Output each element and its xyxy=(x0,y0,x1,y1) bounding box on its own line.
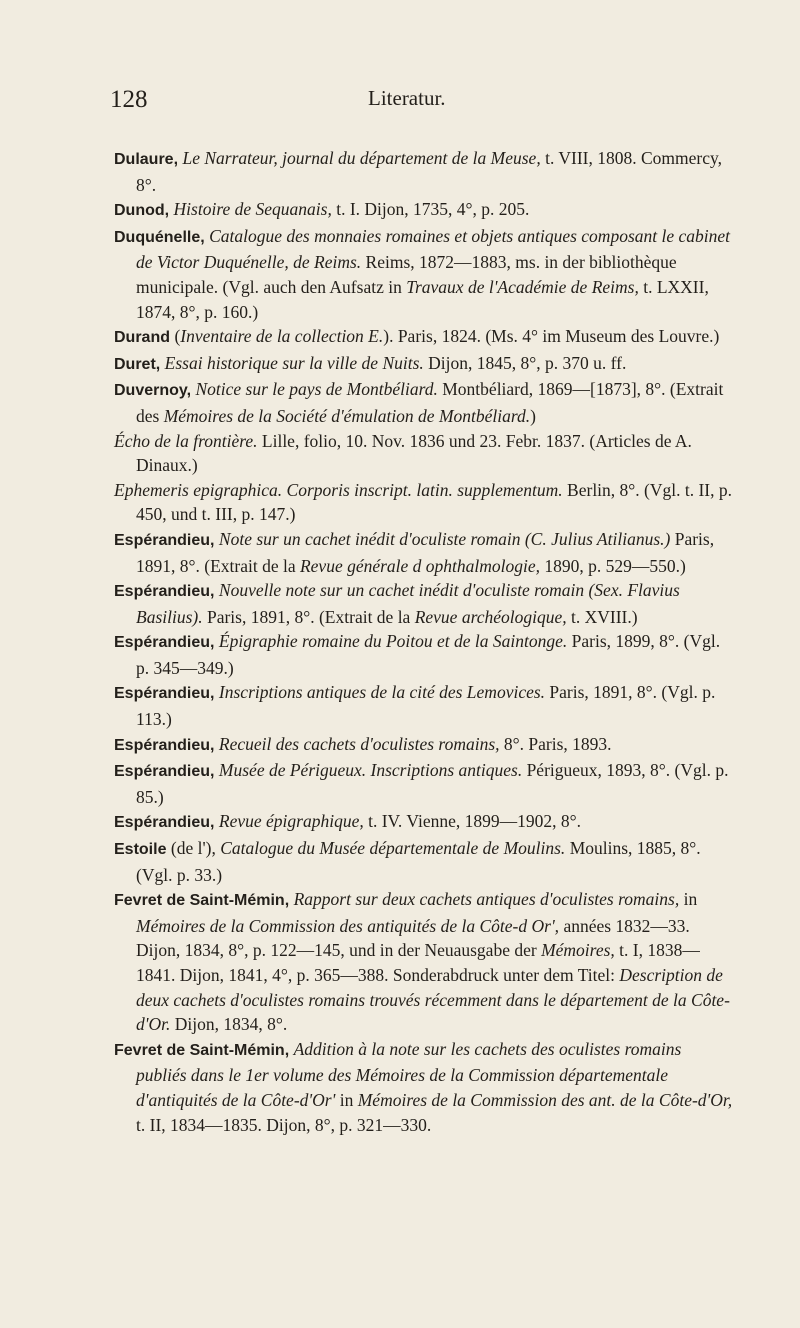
bibliography-entry xyxy=(114,1037,734,1137)
entry-title: Revue épigraphique, xyxy=(218,811,364,832)
entry-text: Paris, 1899, 8°. (Vgl. p. 345—349.) xyxy=(136,631,721,678)
bibliography-entry xyxy=(114,429,734,478)
entry-author: Espérandieu, xyxy=(114,736,219,754)
entry-title: Travaux de l'Académie de Reims, xyxy=(406,276,639,297)
entry-author: Espérandieu, xyxy=(114,583,219,601)
entry-text: Dijon, 1834, 8°. xyxy=(170,1014,288,1035)
entry-text: in xyxy=(679,889,698,910)
entry-title: Inscriptions antiques de la cité des Lemovices. xyxy=(218,682,546,703)
entry-text: Périgueux, 1893, 8°. (Vgl. p. 85.) xyxy=(136,760,729,807)
entry-author: Durand xyxy=(114,329,175,347)
entry-author: Espérandieu, xyxy=(114,531,219,549)
bibliography-entry xyxy=(114,629,734,680)
entry-title: Écho de la frontière. xyxy=(114,430,258,451)
entry-text: années 1832—33. Dijon, 1834, 8°, p. 122—145, und in der Neuausgabe der xyxy=(136,915,690,961)
bibliography-entry xyxy=(114,324,734,351)
bibliography-entry xyxy=(114,680,734,731)
entry-title: Ephemeris epigraphica. Corporis inscript. latin. supplementum. xyxy=(114,479,563,500)
entry-text: Montbéliard, 1869—[1873], 8°. (Extrait des xyxy=(136,379,724,426)
entry-title: Nouvelle note sur un cachet inédit d'oculiste romain (Sex. Flavius Basilius). xyxy=(136,580,680,627)
entry-text: Paris, 1891, 8°. (Vgl. p. 113.) xyxy=(136,682,716,730)
running-header xyxy=(0,86,800,116)
bibliography-entry xyxy=(114,527,734,578)
entry-text: Paris, 1891, 8°. (Extrait de la xyxy=(202,606,415,627)
entry-text: Berlin, 8°. (Vgl. t. II, p. 450, und t. III, p. 147.) xyxy=(136,479,733,525)
bibliography-entry xyxy=(114,758,734,809)
entry-title: Musée de Périgueux. Inscriptions antiques. xyxy=(218,760,523,781)
entry-author: Espérandieu, xyxy=(114,814,219,832)
entry-text: ) xyxy=(530,405,536,426)
entry-text: in xyxy=(335,1089,358,1110)
entry-author: Estoile xyxy=(114,841,171,859)
entry-title: Catalogue du Musée départementale de Moulins. xyxy=(220,838,566,859)
entry-text: 8°. Paris, 1893. xyxy=(499,733,612,754)
entry-text: Paris, 1891, 8°. (Extrait de la xyxy=(136,528,715,576)
entry-title: Le Narrateur, journal du département de la Meuse, xyxy=(182,148,541,168)
entry-text: (de l'), xyxy=(170,838,221,859)
entry-author: Dulaure, xyxy=(114,151,183,168)
entry-text: t. I. Dijon, 1735, 4°, p. 205. xyxy=(331,199,530,220)
bibliography-entry xyxy=(114,578,734,629)
entry-text: Reims, 1872—1883, ms. in der bibliothèque municipale. (Vgl. auch den Aufsatz in xyxy=(136,252,677,297)
entry-author: Duvernoy, xyxy=(114,382,196,400)
bibliography-entry xyxy=(114,732,734,759)
entry-author: Duret, xyxy=(114,355,165,373)
entry-text: Moulins, 1885, 8°. (Vgl. p. 33.) xyxy=(136,838,701,885)
entry-title: Catalogue des monnaies romaines et objets antiques composant le cabinet de Victor Duquénelle, de Reims. xyxy=(136,225,731,273)
entry-title: Note sur un cachet inédit d'oculiste romain (C. Julius Atilianus.) xyxy=(218,528,671,549)
entry-author: Duquénelle, xyxy=(114,228,210,246)
entry-author: Dunod, xyxy=(114,202,174,220)
entry-text: 1890, p. 529—550.) xyxy=(540,555,686,576)
entry-text: t. IV. Vienne, 1899—1902, 8°. xyxy=(363,811,581,832)
entry-text: Dijon, 1845, 8°, p. 370 u. ff. xyxy=(423,352,627,373)
bibliography-entry xyxy=(114,887,734,1037)
entry-title: Recueil des cachets d'oculistes romains, xyxy=(218,733,500,754)
entry-title: Revue générale d ophthalmologie, xyxy=(299,555,541,576)
entry-author: Espérandieu, xyxy=(114,634,219,652)
entry-text: t. XVIII.) xyxy=(566,606,638,627)
entry-title: Addition à la note sur les cachets des oculistes romains publiés dans le 1er volume des Mémoires de la Commission départementale d'antiquités de la Côte-d'Or' xyxy=(136,1038,682,1110)
entry-text: t. II, 1834—1835. Dijon, 8°, p. 321—330. xyxy=(136,1114,432,1135)
entry-title: Essai historique sur la ville de Nuits. xyxy=(164,352,424,373)
page-number: 128 xyxy=(110,86,148,113)
bibliography-entry xyxy=(114,197,734,224)
bibliography-entry xyxy=(114,836,734,887)
bibliography-entry xyxy=(114,224,734,324)
bibliography-entry xyxy=(114,809,734,836)
entry-title: Mémoires de la Société d'émulation de Montbéliard. xyxy=(163,405,531,426)
entry-title: Mémoires, xyxy=(541,940,615,961)
entry-text: t. LXXII, 1874, 8°, p. 160.) xyxy=(136,276,709,322)
entry-text: Lille, folio, 10. Nov. 1836 und 23. Febr. 1837. (Articles de A. Dinaux.) xyxy=(136,430,692,476)
entry-author: Espérandieu, xyxy=(114,685,219,703)
entry-title: Mémoires de la Commission des ant. de la Côte-d'Or, xyxy=(357,1089,733,1110)
bibliography-entry xyxy=(114,351,734,378)
bibliography-entry xyxy=(114,146,734,197)
entry-title: Description de deux cachets d'oculistes romains trouvés récemment dans le département de la Côte-d'Or. xyxy=(136,965,730,1035)
bibliography-entry xyxy=(114,478,734,527)
entry-title: Notice sur le pays de Montbéliard. xyxy=(195,379,438,400)
entry-title: Revue archéologique, xyxy=(414,606,567,627)
bibliography-entry xyxy=(114,377,734,428)
entry-author: Espérandieu, xyxy=(114,763,219,781)
entry-title: Épigraphie romaine du Poitou et de la Saintonge. xyxy=(218,631,568,652)
bibliography-list xyxy=(114,146,734,1137)
entry-author: Fevret de Saint-Mémin, xyxy=(114,892,294,910)
entry-title: Histoire de Sequanais, xyxy=(173,199,332,220)
entry-title: Inventaire de la collection E. xyxy=(180,326,384,347)
entry-text: ( xyxy=(174,326,181,347)
entry-text: t. VIII, 1808. Commercy, 8°. xyxy=(136,148,722,195)
entry-text: t. I, 1838—1841. Dijon, 1841, 4°, p. 365—388. Sonderabdruck unter dem Titel: xyxy=(136,940,700,985)
entry-title: Rapport sur deux cachets antiques d'oculistes romains, xyxy=(293,889,680,910)
entry-author: Fevret de Saint-Mémin, xyxy=(114,1041,294,1059)
entry-title: Mémoires de la Commission des antiquités de la Côte-d Or', xyxy=(136,915,560,936)
running-title: Literatur. xyxy=(368,86,446,110)
entry-text: ). Paris, 1824. (Ms. 4° im Museum des Louvre.) xyxy=(383,326,720,347)
